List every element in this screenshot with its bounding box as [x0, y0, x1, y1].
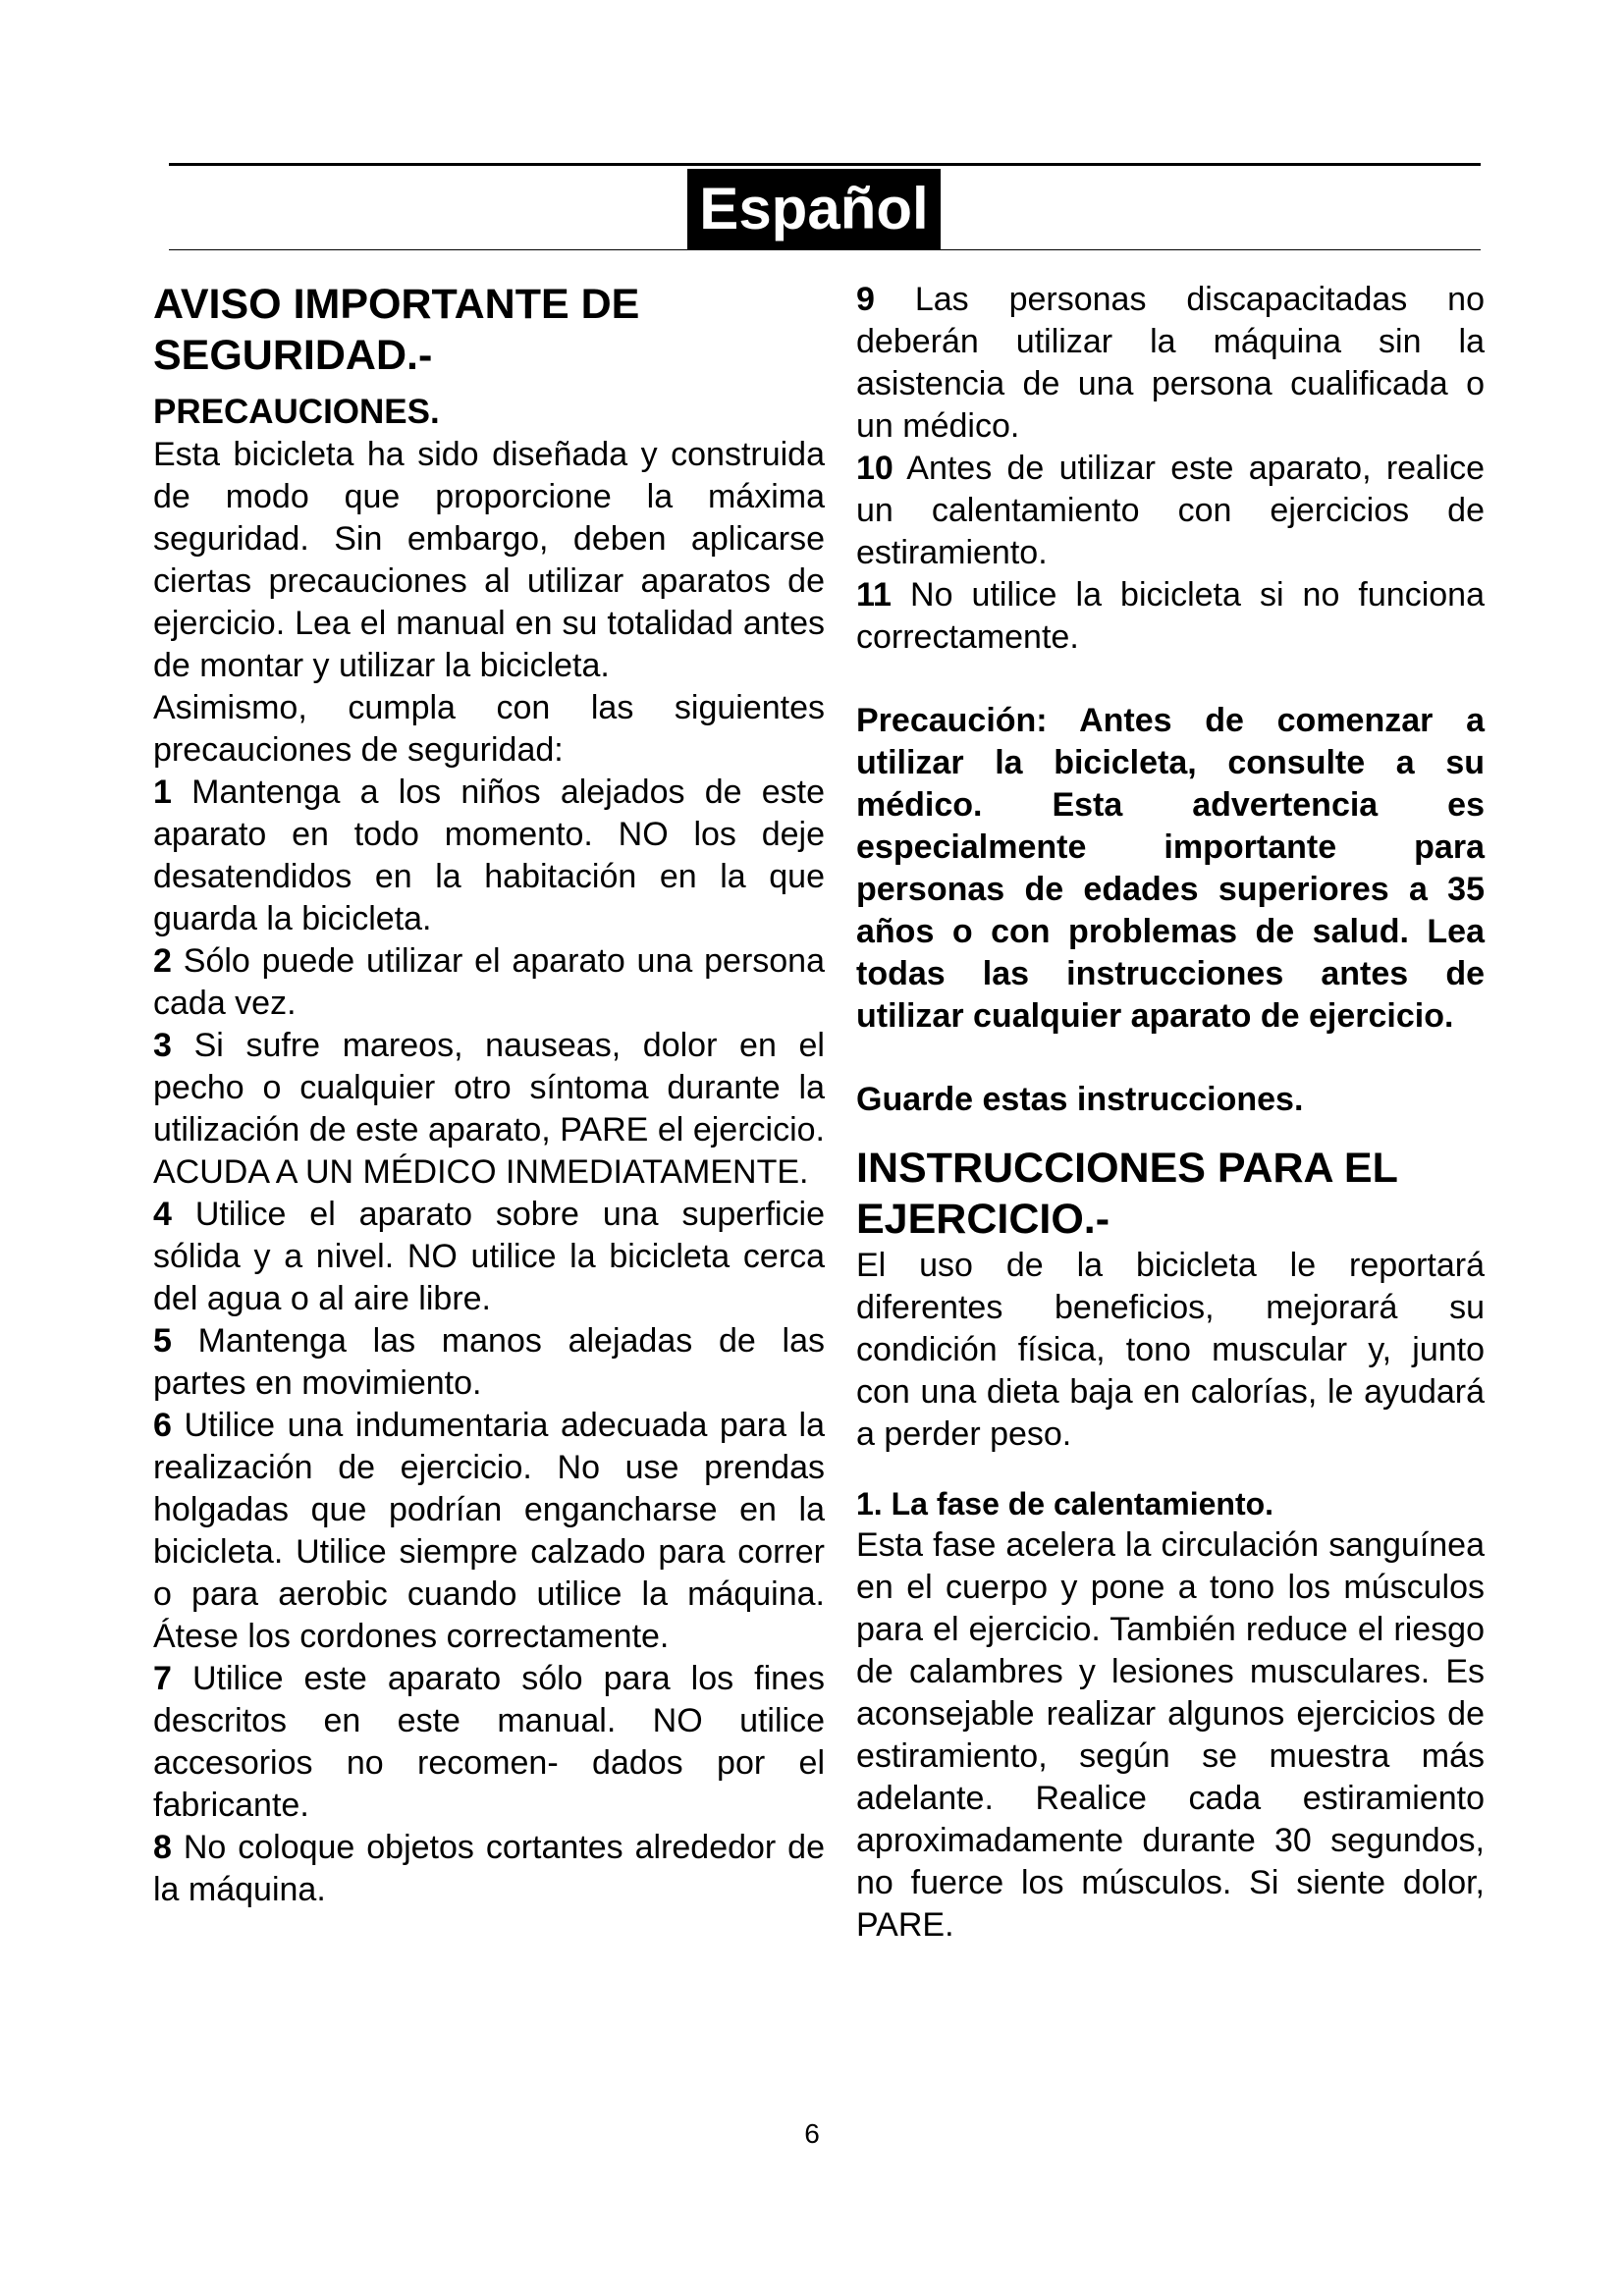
- precaution-item: 5 Mantenga las manos alejadas de las partes en movimiento.: [153, 1322, 825, 1402]
- warmup-text: Esta fase acelera la circulación sanguínea en el cuerpo y pone a tono los músculos para el ejercicio. También reduce el riesgo de calambres y lesiones musculares. Es aconsejable realizar algunos ejercicios de estiramiento, según se muestra más adelante. Realice cada estiramiento aproximadamente durante 30 segundos, no fuerce los músculos. Si siente dolor, PARE.: [856, 1526, 1485, 1944]
- language-tab: Español: [687, 169, 941, 249]
- intro-paragraph: Esta bicicleta ha sido diseñada y construida de modo que proporcione la máxima seguridad. Sin embargo, deben aplicarse ciertas precauciones al utilizar aparatos de ejercicio. Lea el manual en su totalidad antes de montar y utilizar la bicicleta.: [153, 436, 825, 684]
- precautions-subtitle: PRECAUCIONES.: [153, 393, 440, 431]
- precaution-item: 1 Mantenga a los niños alejados de este aparato en todo momento. NO los deje desatendidos en la habitación en la que guarda la bicicleta.: [153, 774, 825, 937]
- precaution-item: 8 No coloque objetos cortantes alrededor de la máquina.: [153, 1829, 825, 1908]
- keep-instructions-note: Guarde estas instrucciones.: [856, 1081, 1304, 1118]
- precaution-item: 4 Utilice el aparato sobre una superficie sólida y a nivel. NO utilice la bicicleta cerca del agua o al aire libre.: [153, 1196, 825, 1317]
- precaution-item: 2 Sólo puede utilizar el aparato una persona cada vez.: [153, 942, 825, 1022]
- right-column: [856, 279, 1485, 1947]
- header-rule-bottom: [169, 249, 1481, 250]
- medical-caution: Precaución: Antes de comenzar a utilizar la bicicleta, consulte a su médico. Esta advertencia es especialmente importante para personas de edades superiores a 35 años o con problemas de salud. Lea todas las instrucciones antes de utilizar cualquier aparato de ejercicio.: [856, 702, 1485, 1035]
- precaution-item: 10 Antes de utilizar este aparato, realice un calentamiento con ejercicios de estiramiento.: [856, 450, 1485, 571]
- exercise-title: INSTRUCCIONES PARA EL EJERCICIO.-: [856, 1145, 1398, 1243]
- precaution-item: 11 No utilice la bicicleta si no funciona correctamente.: [856, 576, 1485, 656]
- exercise-intro: El uso de la bicicleta le reportará diferentes beneficios, mejorará su condición física, tono muscular y, junto con una dieta baja en calorías, le ayudará a perder peso.: [856, 1247, 1485, 1453]
- intro-paragraph-2: Asimismo, cumpla con las siguientes precauciones de seguridad:: [153, 689, 825, 769]
- page-number: 6: [804, 2118, 820, 2149]
- precaution-item: 6 Utilice una indumentaria adecuada para la realización de ejercicio. No use prendas holgadas que podrían engancharse en la bicicleta. Utilice siempre calzado para correr o para aerobic cuando utilice la máquina. Átese los cordones correctamente.: [153, 1407, 825, 1655]
- left-column: [153, 279, 825, 1911]
- safety-title: AVISO IMPORTANTE DE SEGURIDAD.-: [153, 281, 640, 379]
- warmup-title: 1. La fase de calentamiento.: [856, 1486, 1274, 1522]
- header-rule-top: [169, 163, 1481, 166]
- precaution-item: 9 Las personas discapacitadas no deberán utilizar la máquina sin la asistencia de una persona cualificada o un médico.: [856, 281, 1485, 445]
- precaution-item: 7 Utilice este aparato sólo para los fines descritos en este manual. NO utilice accesorios no recomen- dados por el fabricante.: [153, 1660, 825, 1824]
- precaution-item: 3 Si sufre mareos, nauseas, dolor en el pecho o cualquier otro síntoma durante la utilización de este aparato, PARE el ejercicio. ACUDA A UN MÉDICO INMEDIATAMENTE.: [153, 1027, 825, 1191]
